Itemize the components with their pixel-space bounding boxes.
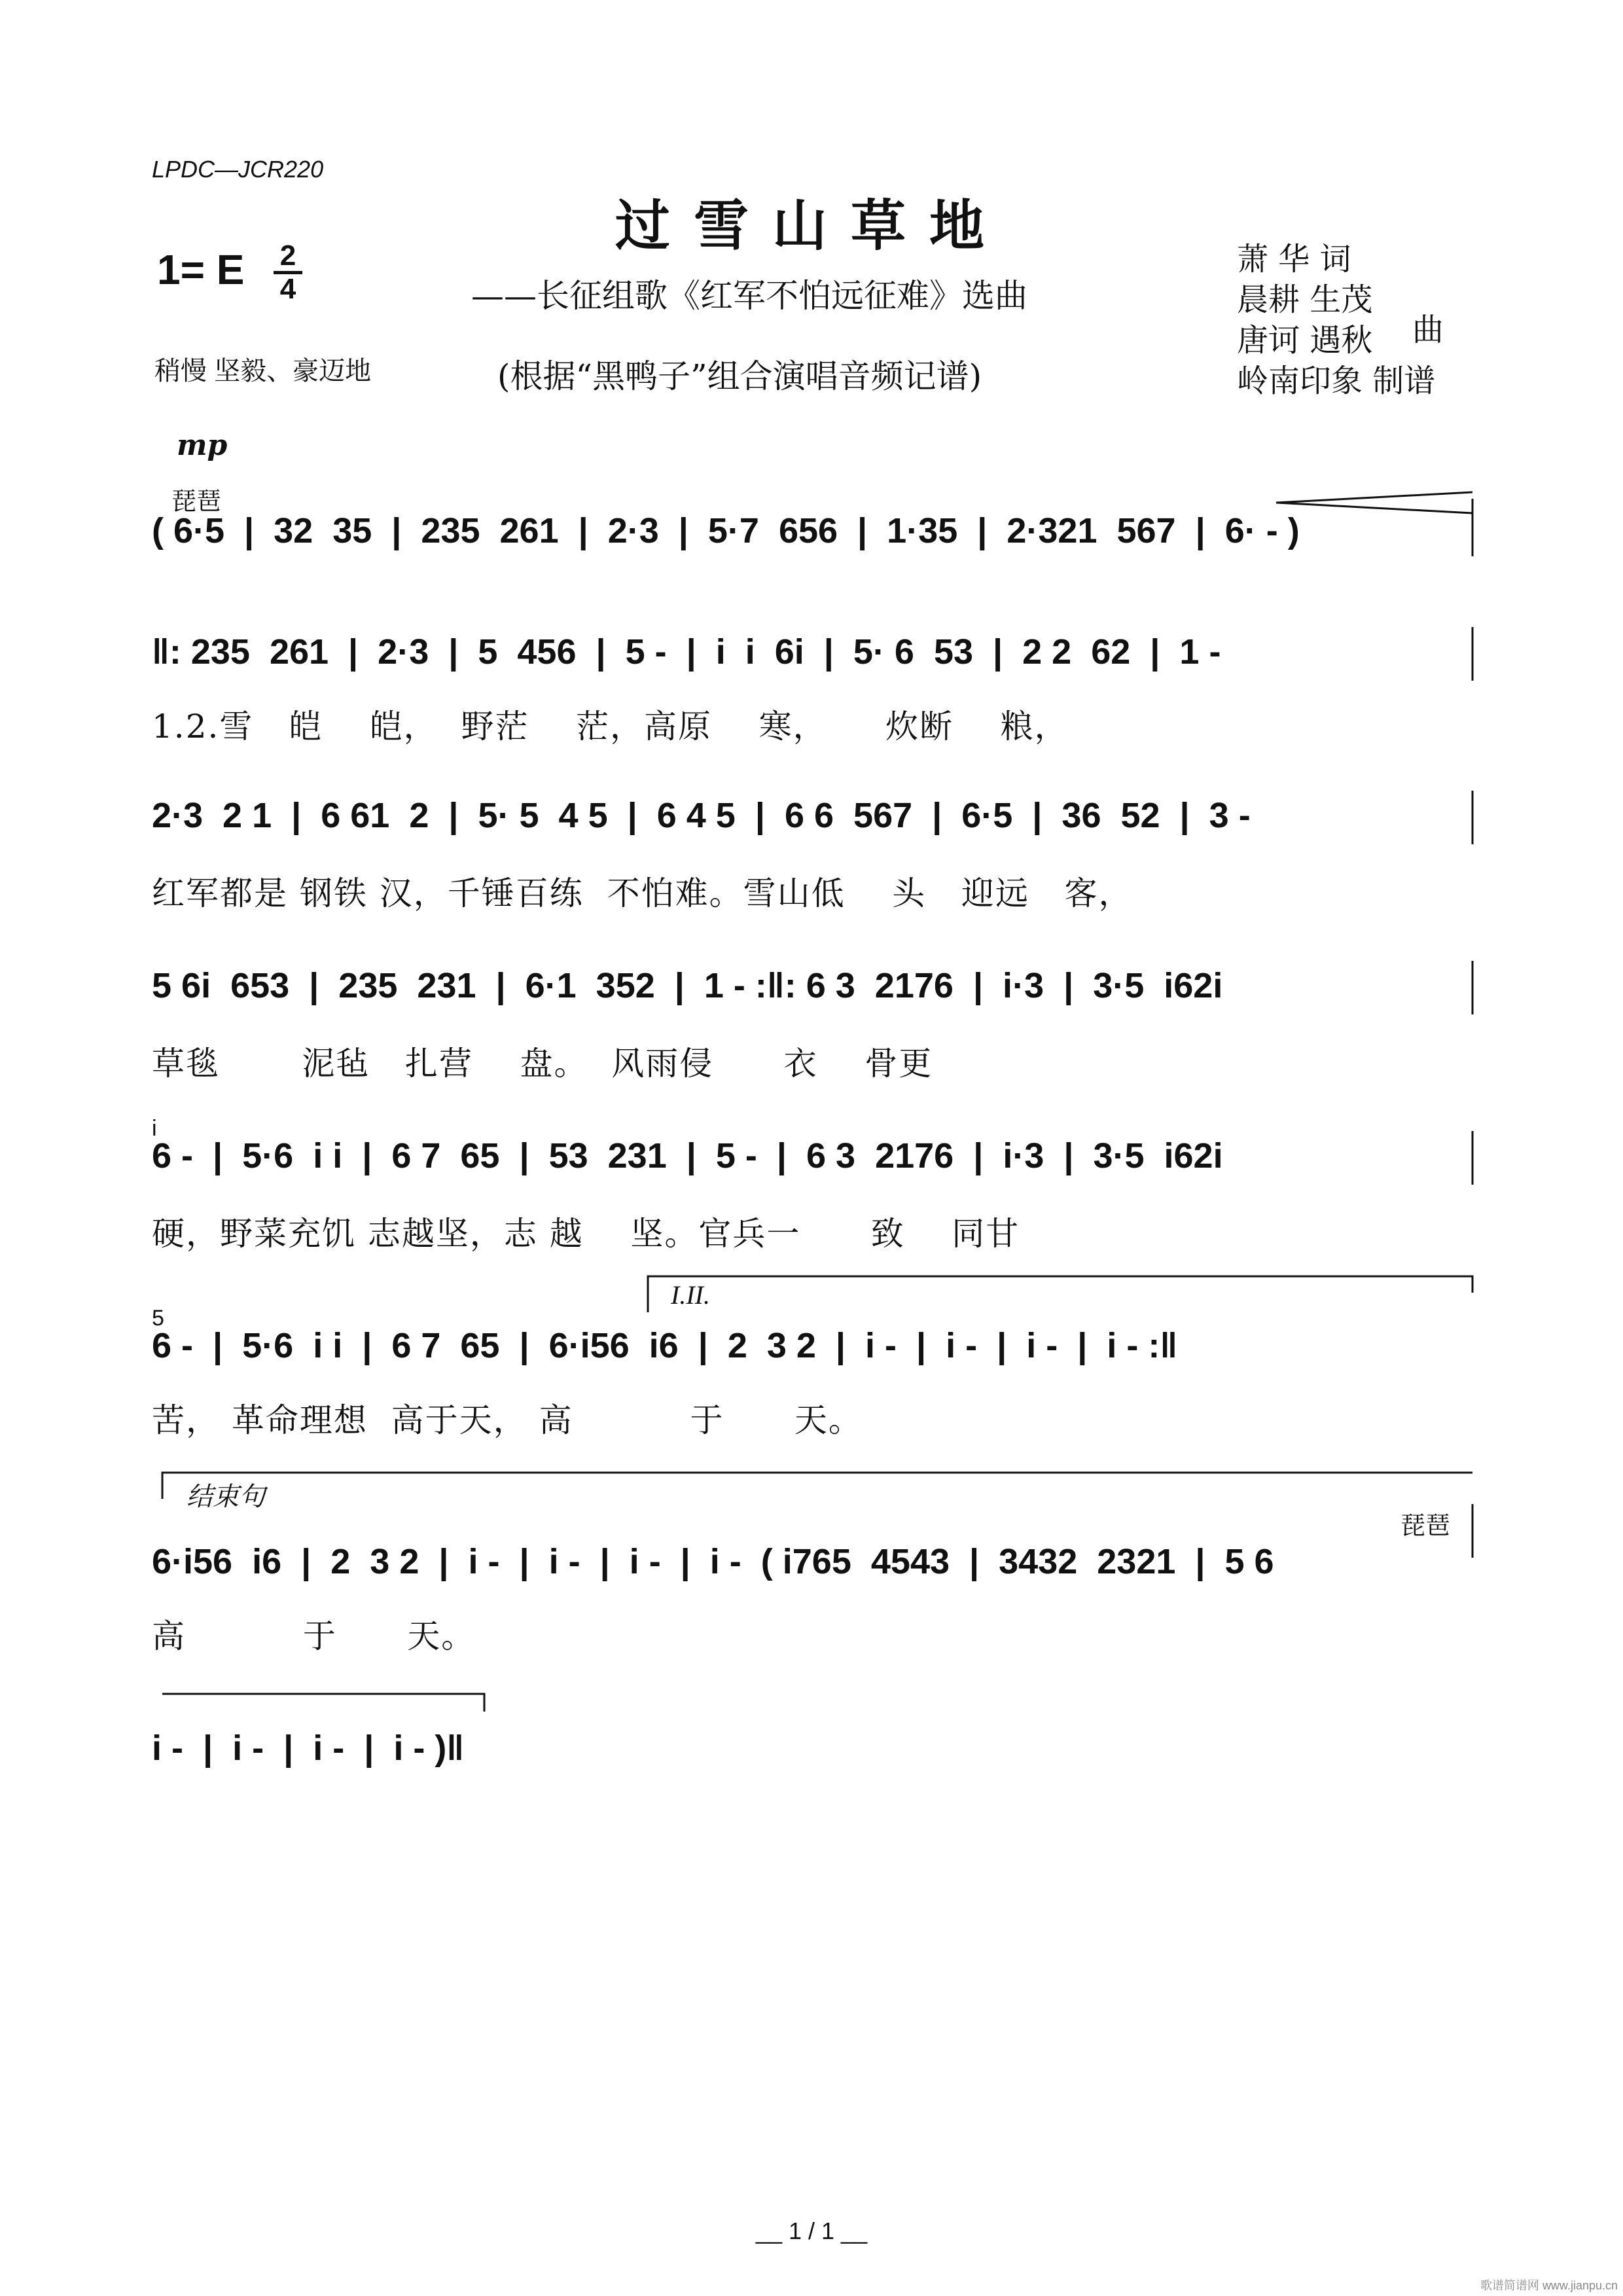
lyrics-line-5: 硬，野菜充饥 志越坚，志 越 坚。官兵一 致 同甘 [152, 1215, 1020, 1253]
arranger: 岭南印象 制谱 [1237, 363, 1436, 399]
crescendo-hairpin [1276, 492, 1472, 513]
lyrics-line-3: 红军都是 钢铁 汉，千锤百练 不怕难。雪山低 头 迎远 客， [152, 874, 1133, 912]
score-code: LPDC—JCR220 [152, 156, 324, 183]
page-number: __ 1 / 1 __ [755, 2217, 868, 2244]
coda-bracket [162, 1473, 1472, 1499]
score-line-8: i - | i - | i - | i - )‖ [152, 1729, 465, 1768]
time-top: 2 [279, 240, 296, 272]
watermark: 歌谱简谱网 www.jianpu.cn [1480, 2279, 1618, 2292]
lyricist: 萧 华 词 [1237, 241, 1351, 278]
lyrics-line-6: 苦， 革命理想 高于天， 高 于 天。 [152, 1401, 863, 1439]
dynamic-marking: mp [177, 429, 228, 462]
volta-bracket [648, 1276, 1472, 1312]
volta-label: I.II. [671, 1280, 710, 1310]
transcription-note: (根据“黑鸭子”组合演唱音频记谱) [497, 357, 982, 395]
score-line-3: 2·3 2 1 | 6 61 2 | 5· 5 4 5 | 6 4 5 | 6 6 567 | 6·5 | 36 52 | 3 - [152, 796, 1251, 835]
score-line-4: 5 6i 653 | 235 231 | 6·1 352 | 1 - :‖: 6 3 2176 | i·3 | 3·5 i62i [152, 966, 1223, 1005]
subtitle: ——长征组歌《红军不怕远征难》选曲 [471, 277, 1027, 315]
time-bottom: 4 [279, 273, 296, 305]
composer-1: 晨耕 生茂 [1237, 281, 1373, 318]
lyrics-line-7: 高 于 天。 [152, 1617, 476, 1655]
grace-note-2: 5 [152, 1306, 164, 1331]
tempo-marking: 稍慢 坚毅、豪迈地 [154, 357, 372, 386]
page-title: 过雪山草地 [615, 193, 1008, 258]
score-line-5: 6 - | 5·6 i i | 6 7 65 | 53 231 | 5 - | 6 3 2176 | i·3 | 3·5 i62i [152, 1136, 1223, 1175]
coda-label: 结束句 [187, 1482, 265, 1512]
score-line-1: ( 6·5 | 32 35 | 235 261 | 2·3 | 5·7 656 | 1·35 | 2·321 567 | 6· - ) [152, 511, 1300, 550]
composer-suffix: 曲 [1412, 312, 1444, 348]
score-line-7: 6·i56 i6 | 2 3 2 | i - | i - | i - | i - ( i765 4543 | 3432 2321 | 5 6 [152, 1542, 1274, 1581]
composer-2: 唐诃 遇秋 [1237, 322, 1373, 359]
score-line-2: ‖: 235 261 | 2·3 | 5 456 | 5 - | i i 6i | 5· 6 53 | 2 2 62 | 1 - [152, 632, 1221, 672]
instrument-label: 琵琶 [171, 488, 222, 516]
final-bracket [162, 1694, 484, 1712]
lyrics-line-4: 草毯 泥毡 扎营 盘。 风雨侵 衣 骨更 [152, 1045, 933, 1083]
instrument-label-2: 琵琶 [1400, 1513, 1451, 1540]
lyrics-line-2: 1.2.雪 皑 皑， 野茫 茫，高原 寒， 炊断 粮， [152, 708, 1069, 745]
score-line-6: 6 - | 5·6 i i | 6 7 65 | 6·i56 i6 | 2 3 2 | i - | i - | i - | i - :‖ [152, 1326, 1178, 1365]
grace-note-1: i [152, 1116, 157, 1141]
key-signature: 1= E [157, 246, 245, 293]
